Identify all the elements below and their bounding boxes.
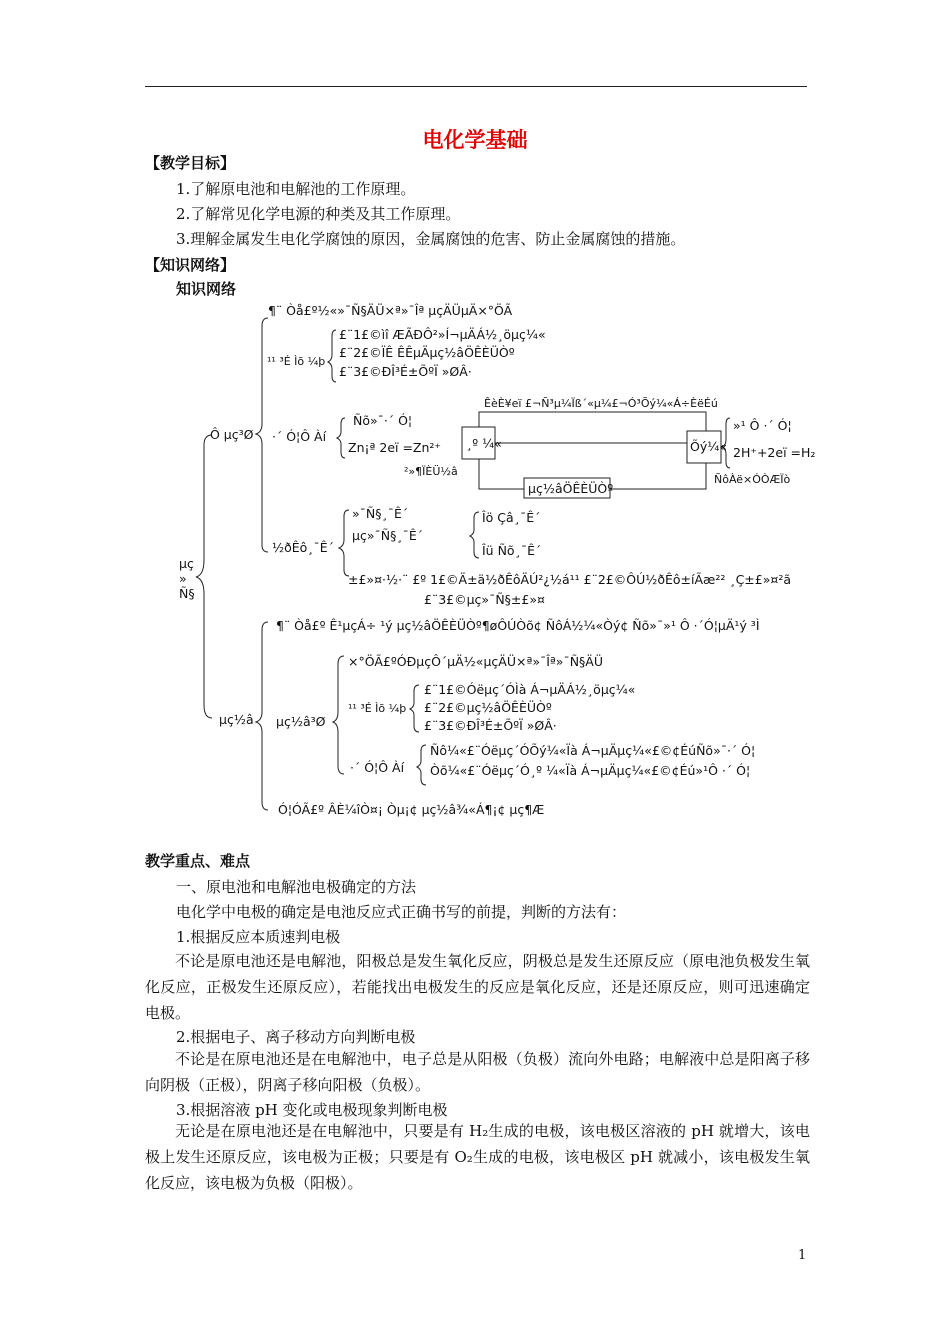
network-heading: 【知识网络】 [145, 256, 236, 274]
b2-cond: £¨1£©Óëµç´ÓÌà Á¬µÄÁ½¸öµç¼« [424, 682, 636, 697]
b1-cathode-equation: 2H⁺+2eï =H₂ [733, 445, 816, 460]
goal-item: 3.理解金属发生电化学腐蚀的原因，金属腐蚀的危害、防止金属腐蚀的措施。 [176, 230, 686, 248]
b1-definition: ¶¨ Òå£º½«»¯Ñ§ÄÜ×ª»¯Îª µçÄÜµÄ×°ÖÃ [268, 303, 513, 318]
b1-protection: ±£»¤·½·¨ £º 1£©Ä±ä½ðÊôÄÚ²¿½á¹¹ £¨2£©ÔÚ½ðÊô±íÃæ²² ¸Ç±£»¤²ã [348, 572, 791, 587]
b1-electrochemical-corrosion: µç»¯Ñ§¸¯Ê´ [352, 528, 423, 543]
electrolysis-label: µç½â [219, 712, 254, 727]
b1-cond: £¨1£©ìî ÆÃÐÔ²»Í¬µÄÁ½¸öµç¼« [339, 327, 546, 342]
b1-protection-3: £¨3£©µç»¯Ñ§±£»¤ [424, 592, 545, 607]
network-subtitle: 知识网络 [176, 280, 237, 298]
b1-oxidation: Ñõ»¯·´ Ó¦ [353, 413, 413, 428]
goal-item: 1.了解原电池和电解池的工作原理。 [176, 180, 416, 198]
method-heading: 一、原电池和电解池电极确定的方法 [176, 878, 417, 896]
key-heading: 教学重点、难点 [145, 852, 251, 870]
b1-dissolve: ²»¶ÏÈÜ½â [404, 465, 458, 478]
goal-item: 2.了解常见化学电源的种类及其工作原理。 [176, 205, 461, 223]
branch2-brace [256, 622, 268, 810]
b1-reduction: »¹ Ô ·´ Ó¦ [733, 418, 792, 433]
diagram-root: µç » Ñ§ [179, 556, 195, 601]
b1-react-label: ·´ Ó¦Ô Àí [272, 429, 327, 444]
b1-cond: £¨2£©ÏÊ ÊÊµÄµç½âÖÊÈÜÒº [339, 345, 515, 360]
b1-negative-label: ¸º ¼« [466, 436, 502, 451]
b2-application: Ó¦ÓÃ£º ÂÈ¼îÒ¤¡ Òµ¡¢ µç½â¾«Á¶¡¢ µç¶Æ [278, 802, 545, 817]
b1-electrolyte: µç½âÖÊÈÜÒº [528, 481, 614, 496]
root-brace [196, 435, 212, 718]
b1-positive-label: Õý¼« [690, 439, 727, 454]
method-2-title: 2.根据电子、离子移动方向判断电极 [176, 1028, 416, 1046]
b1-cond: £¨3£©ÐÎ³É±ÕºÏ »ØÂ· [339, 364, 472, 379]
b2-cathode: Òõ¼«£¨Óëµç´Ó¸º ¼«Ïà Á¬µÄµç¼«£©¢Éú»¹Ô ·´ Ó¦ [430, 763, 751, 778]
method-3-text: 无论是在原电池还是在电解池中，只要是有 H₂生成的电极，该电极区溶液的 pH 就增大，该电极上发生还原反应，该电极为正极；只要是有 O₂生成的电极，该电极区 pH 就减小，该电极发生氧化反应，该电极为负极（阳极）。 [145, 1122, 810, 1192]
page-title: 电化学基础 [422, 127, 528, 152]
method-1-text: 不论是原电池还是电解池，阳极总是发生氧化反应，阴极总是发生还原反应（原电池负极发生氧化反应，正极发生还原反应），若能找出电极发生的反应是氧化反应，还是还原反应，则可迅速确定电极。 [145, 952, 810, 1022]
b1-chemical-corrosion: »¯Ñ§¸¯Ê´ [352, 506, 409, 521]
b2-cell-label: µç½â³Ø [276, 714, 326, 729]
b1-oxygen-corrosion: Îü Ñõ¸¯Ê´ [482, 543, 542, 558]
galvanic-cell-label: Ô µç³Ø [210, 427, 254, 442]
b1-cation-move: ÑôÀë×ÓÒÆÏò [714, 473, 791, 486]
page-number: 1 [798, 1248, 807, 1263]
b1-cond-label: ¹¹ ³É Ìõ ¼þ [267, 355, 326, 368]
b1-electron-path: ÊèÈ¥eï £¬Ñ³µ¼Ïß´«µ¼£¬Ó³Õý¼«Á÷ÈëÉú [484, 397, 718, 410]
b2-cond-label: ¹¹ ³É Ìõ ¼þ [348, 702, 407, 715]
b1-hydrogen-corrosion: Îö Çâ¸¯Ê´ [482, 510, 541, 525]
b2-cond: £¨2£©µç½âÖÊÈÜÒº [424, 700, 552, 715]
b2-definition: ¶¨ Òå£º Ê¹µçÁ÷ ¹ý µç½âÖÊÈÜÒº¶øÔÚÒõ¢ ÑôÁ½¼«Òý¢ Ñõ»¯»¹ Ô ·´Ó¦µÄ¹ý ³Ì [276, 618, 760, 633]
method-3-title: 3.根据溶液 pH 变化或电极现象判断电极 [176, 1101, 448, 1119]
b2-device: ×°ÖÃ£ºÓÐµçÔ´µÄ½«µçÄÜ×ª»¯Îª»¯Ñ§ÄÜ [348, 654, 604, 669]
method-1-title: 1.根据反应本质速判电极 [176, 928, 341, 946]
b1-anode-equation: Zn¡ª 2eï =Zn²⁺ [348, 440, 442, 455]
b2-react-label: ·´ Ó¦Ô Àí [350, 760, 405, 775]
method-2-text: 不论是在原电池还是在电解池中，电子总是从阳极（负极）流向外电路；电解液中总是阳离子移向阴极（正极），阴离子移向阳极（负极）。 [145, 1050, 810, 1094]
goals-heading: 【教学目标】 [145, 154, 236, 172]
intro-text: 电化学中电极的确定是电池反应式正确书写的前提，判断的方法有： [176, 903, 627, 921]
b2-anode: Ñô¼«£¨Óëµç´ÓÕý¼«Ïà Á¬µÄµç¼«£©¢ÉúÑõ»¯·´ Ó¦ [430, 743, 756, 758]
b1-corrosion-label: ½ðÊô¸¯Ê´ [272, 540, 334, 555]
b2-cond: £¨3£©ÐÎ³É±ÕºÏ »ØÂ· [424, 718, 557, 733]
